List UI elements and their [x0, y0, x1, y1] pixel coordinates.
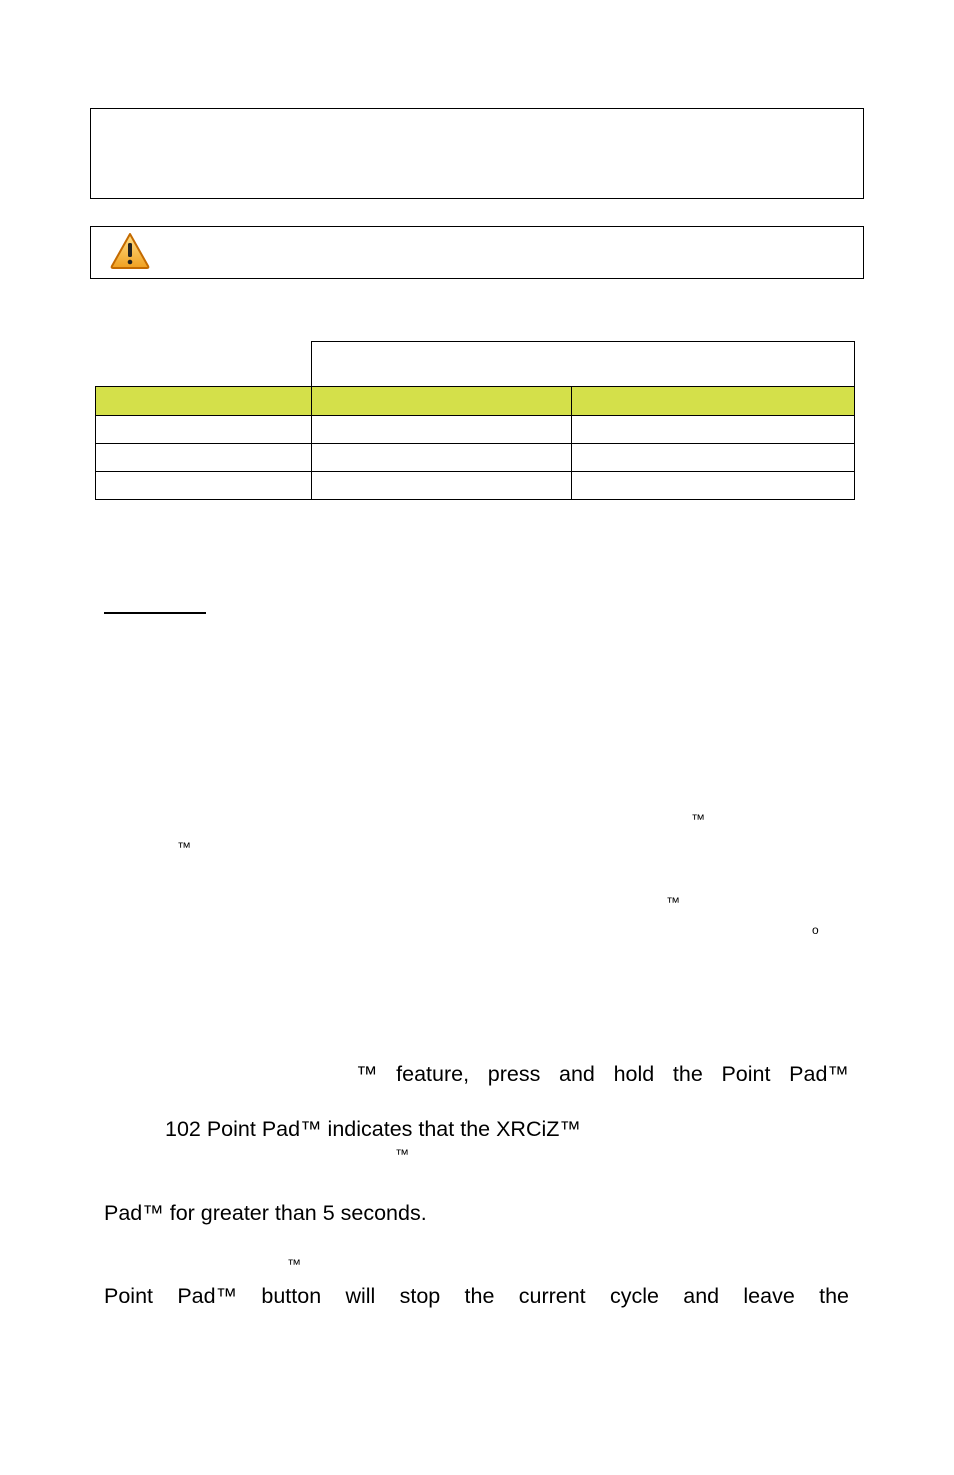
greater-than-line: Pad™ for greater than 5 seconds.	[104, 1201, 427, 1225]
word: hold	[613, 1062, 655, 1086]
section-heading-underline	[104, 612, 206, 614]
table-cell	[96, 416, 312, 444]
table-cell	[312, 444, 571, 472]
word: the	[819, 1284, 849, 1308]
table-cell	[312, 387, 571, 416]
table-cell	[571, 416, 854, 444]
spec-table	[95, 386, 855, 500]
word: Point	[721, 1062, 771, 1086]
table-row	[96, 444, 855, 472]
word: will	[345, 1284, 376, 1308]
trademark-mark: ™	[666, 894, 680, 910]
degree-mark: o	[812, 923, 819, 937]
warning-box	[90, 226, 864, 279]
table-row	[96, 416, 855, 444]
word: Pad™	[789, 1062, 849, 1086]
trademark-mark: ™	[691, 811, 705, 827]
trademark-mark: ™	[287, 1256, 301, 1272]
feature-instruction-line	[356, 1061, 849, 1087]
word: the	[464, 1284, 495, 1308]
word: stop	[399, 1284, 441, 1308]
word: the	[672, 1062, 703, 1086]
word: leave	[743, 1284, 795, 1308]
trademark-mark: ™	[395, 1146, 409, 1162]
table-cell	[96, 387, 312, 416]
table-cell	[96, 472, 312, 500]
word: current	[518, 1284, 586, 1308]
spec-table-header-cell	[311, 341, 855, 387]
word: and	[559, 1062, 595, 1086]
indicates-line: 102 Point Pad™ indicates that the XRCiZ™	[165, 1117, 581, 1141]
word: press	[487, 1062, 541, 1086]
table-cell	[571, 387, 854, 416]
word: button	[261, 1284, 322, 1308]
word: ™	[356, 1062, 378, 1086]
word: feature,	[396, 1062, 470, 1086]
warning-triangle-icon	[109, 231, 151, 271]
table-row	[96, 472, 855, 500]
table-cell	[312, 472, 571, 500]
table-header-row	[96, 387, 855, 416]
stop-cycle-line	[104, 1283, 849, 1309]
word: Point	[104, 1284, 154, 1308]
table-cell	[571, 444, 854, 472]
word: cycle	[609, 1284, 659, 1308]
table-cell	[312, 416, 571, 444]
word: Pad™	[177, 1284, 238, 1308]
word: and	[683, 1284, 720, 1308]
table-cell	[571, 472, 854, 500]
note-box	[90, 108, 864, 199]
table-cell	[96, 444, 312, 472]
trademark-mark: ™	[177, 839, 191, 855]
